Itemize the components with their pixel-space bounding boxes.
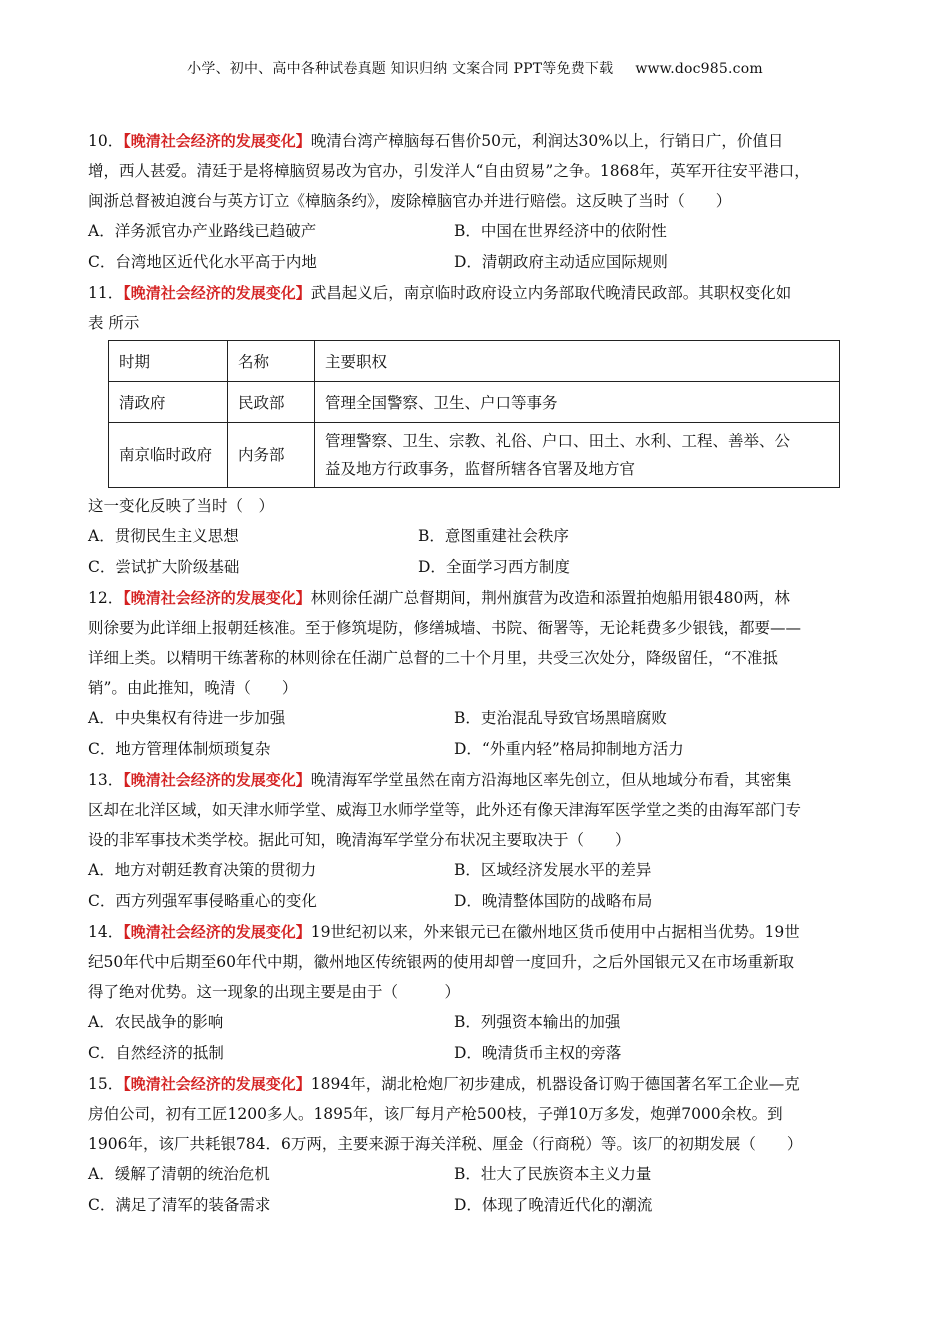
- question-text: 林则徐任湖广总督期间，荆州旗营为改造和添置拍炮船用银480两，林: [310, 589, 790, 607]
- question-text: 表 所示: [88, 314, 140, 332]
- header-text: 小学、初中、高中各种试卷真题 知识归纳 文案合同 PPT等免费下载: [187, 61, 614, 77]
- option-b[interactable]: B．区域经济发展水平的差异: [454, 861, 652, 879]
- question-tag: 【晚清社会经济的发展变化】: [123, 589, 311, 607]
- question-text: 晚清海军学堂虽然在南方沿海地区率先创立，但从地域分布看，其密集: [310, 771, 792, 789]
- option-b[interactable]: B．吏治混乱导致官场黑暗腐败: [454, 709, 667, 727]
- header-url[interactable]: www.doc985.com: [635, 61, 763, 77]
- option-d[interactable]: D．清朝政府主动适应国际规则: [454, 253, 668, 271]
- options-row: [88, 552, 888, 583]
- question-text: 闽浙总督被迫渡台与英方订立《樟脑条约》，废除樟脑官办并进行赔偿。这反映了当时（ ）: [88, 192, 732, 210]
- question-number: 14．: [88, 923, 124, 941]
- question-number: 12．: [88, 589, 124, 607]
- option-a[interactable]: A．贯彻民生主义思想: [88, 527, 239, 545]
- options-row: [88, 703, 888, 734]
- table-header-row: [109, 341, 840, 382]
- question-list: [88, 126, 888, 1221]
- table-cell: 南京临时政府: [109, 423, 228, 488]
- question-text: 武昌起义后，南京临时政府设立内务部取代晚清民政部。其职权变化如: [310, 284, 792, 302]
- question-text: 1906年，该厂共耗银784．6万两，主要来源于海关洋税、厘金（行商税）等。该厂的初期发展（ ）: [88, 1135, 803, 1153]
- question-text: 纪50年代中后期至60年代中期，徽州地区传统银两的使用却曾一度回升，之后外国银元又在市场重新取: [88, 953, 794, 971]
- option-c[interactable]: C．西方列强军事侵略重心的变化: [88, 892, 317, 910]
- page-header: [0, 58, 950, 78]
- option-c[interactable]: C．台湾地区近代化水平高于内地: [88, 253, 317, 271]
- option-d[interactable]: D．体现了晚清近代化的潮流: [454, 1196, 653, 1214]
- question-text: 得了绝对优势。这一现象的出现主要是由于（ ）: [88, 983, 461, 1001]
- option-b[interactable]: B．列强资本输出的加强: [454, 1013, 621, 1031]
- question-14: [88, 917, 888, 1069]
- option-a[interactable]: A．洋务派官办产业路线已趋破产: [88, 222, 317, 240]
- question-number: 15．: [88, 1075, 124, 1093]
- question-text: 设的非军事技术类学校。据此可知，晚清海军学堂分布状况主要取决于（ ）: [88, 831, 631, 849]
- question-tag: 【晚清社会经济的发展变化】: [123, 923, 311, 941]
- options-row: [88, 1159, 888, 1190]
- option-c[interactable]: C．地方管理体制烦琐复杂: [88, 740, 271, 758]
- question-11: [88, 278, 888, 583]
- question-tag: 【晚清社会经济的发展变化】: [123, 1075, 311, 1093]
- question-text: 区却在北洋区域，如天津水师学堂、威海卫水师学堂等，此外还有像天津海军医学堂之类的由海军部门专: [88, 801, 802, 819]
- table-row: [109, 423, 840, 488]
- table-header-cell: 名称: [228, 341, 315, 382]
- option-a[interactable]: A．中央集权有待进一步加强: [88, 709, 286, 727]
- options-row: [88, 734, 888, 765]
- question-text: 1894年，湖北枪炮厂初步建成，机器设备订购于德国著名军工企业—克: [310, 1075, 800, 1093]
- question-tag: 【晚清社会经济的发展变化】: [123, 284, 311, 302]
- option-a[interactable]: A．缓解了清朝的统治危机: [88, 1165, 270, 1183]
- option-b[interactable]: B．中国在世界经济中的依附性: [454, 222, 667, 240]
- table-cell: 管理全国警察、卫生、户口等事务: [315, 382, 840, 423]
- question-text: 19世纪初以来，外来银元已在徽州地区货币使用中占据相当优势。19世: [310, 923, 800, 941]
- table-cell: 管理警察、卫生、宗教、礼俗、户口、田土、水利、工程、善举、公 益及地方行政事务，监督所辖各官署及地方官: [315, 423, 840, 488]
- option-c[interactable]: C．满足了清军的装备需求: [88, 1196, 271, 1214]
- question-number: 10．: [88, 132, 124, 150]
- table-header-cell: 时期: [109, 341, 228, 382]
- question-13: [88, 765, 888, 917]
- table-row: [109, 382, 840, 423]
- options-row: [88, 216, 888, 247]
- powers-table: [108, 340, 840, 488]
- option-c[interactable]: C．自然经济的抵制: [88, 1044, 224, 1062]
- option-d[interactable]: D．晚清整体国防的战略布局: [454, 892, 653, 910]
- options-row: [88, 521, 888, 552]
- question-text: 这一变化反映了当时（ ）: [88, 497, 275, 515]
- question-text: 房伯公司，初有工匠1200多人。1895年，该厂每月产枪500枝，子弹10万多发，炮弹7000余枚。到: [88, 1105, 783, 1123]
- table-header-cell: 主要职权: [315, 341, 840, 382]
- question-12: [88, 583, 888, 765]
- question-text: 详细上类。以精明干练著称的林则徐在任湖广总督的二十个月里，共受三次处分，降级留任，“不准抵: [88, 649, 778, 667]
- question-text: 增，西人甚爱。清廷于是将樟脑贸易改为官办，引发洋人“自由贸易”之争。1868年，英军开往安平港口，: [88, 162, 810, 180]
- question-number: 11．: [88, 284, 124, 302]
- question-15: [88, 1069, 888, 1221]
- table-cell: 清政府: [109, 382, 228, 423]
- question-text: 则徐要为此详细上报朝廷核准。至于修筑堤防，修缮城墙、书院、衙署等，无论耗费多少银钱，都要——: [88, 619, 802, 637]
- question-tag: 【晚清社会经济的发展变化】: [123, 771, 311, 789]
- options-row: [88, 1190, 888, 1221]
- options-row: [88, 886, 888, 917]
- options-row: [88, 855, 888, 886]
- option-c[interactable]: C．尝试扩大阶级基础: [88, 558, 240, 576]
- option-d[interactable]: D．晚清货币主权的旁落: [454, 1044, 622, 1062]
- option-a[interactable]: A．农民战争的影响: [88, 1013, 224, 1031]
- option-b[interactable]: B．壮大了民族资本主义力量: [454, 1165, 652, 1183]
- table-cell: 民政部: [228, 382, 315, 423]
- option-a[interactable]: A．地方对朝廷教育决策的贯彻力: [88, 861, 317, 879]
- option-d[interactable]: D．全面学习西方制度: [418, 558, 570, 576]
- question-text: 晚清台湾产樟脑每石售价50元，利润达30%以上，行销日广，价值日: [310, 132, 784, 150]
- table-cell: 内务部: [228, 423, 315, 488]
- question-number: 13．: [88, 771, 124, 789]
- question-10: [88, 126, 888, 278]
- options-row: [88, 1038, 888, 1069]
- option-b[interactable]: B．意图重建社会秩序: [418, 527, 569, 545]
- question-text: 销”。由此推知，晚清（ ）: [88, 679, 298, 697]
- options-row: [88, 1007, 888, 1038]
- option-d[interactable]: D．“外重内轻”格局抑制地方活力: [454, 740, 684, 758]
- question-tag: 【晚清社会经济的发展变化】: [123, 132, 311, 150]
- options-row: [88, 247, 888, 278]
